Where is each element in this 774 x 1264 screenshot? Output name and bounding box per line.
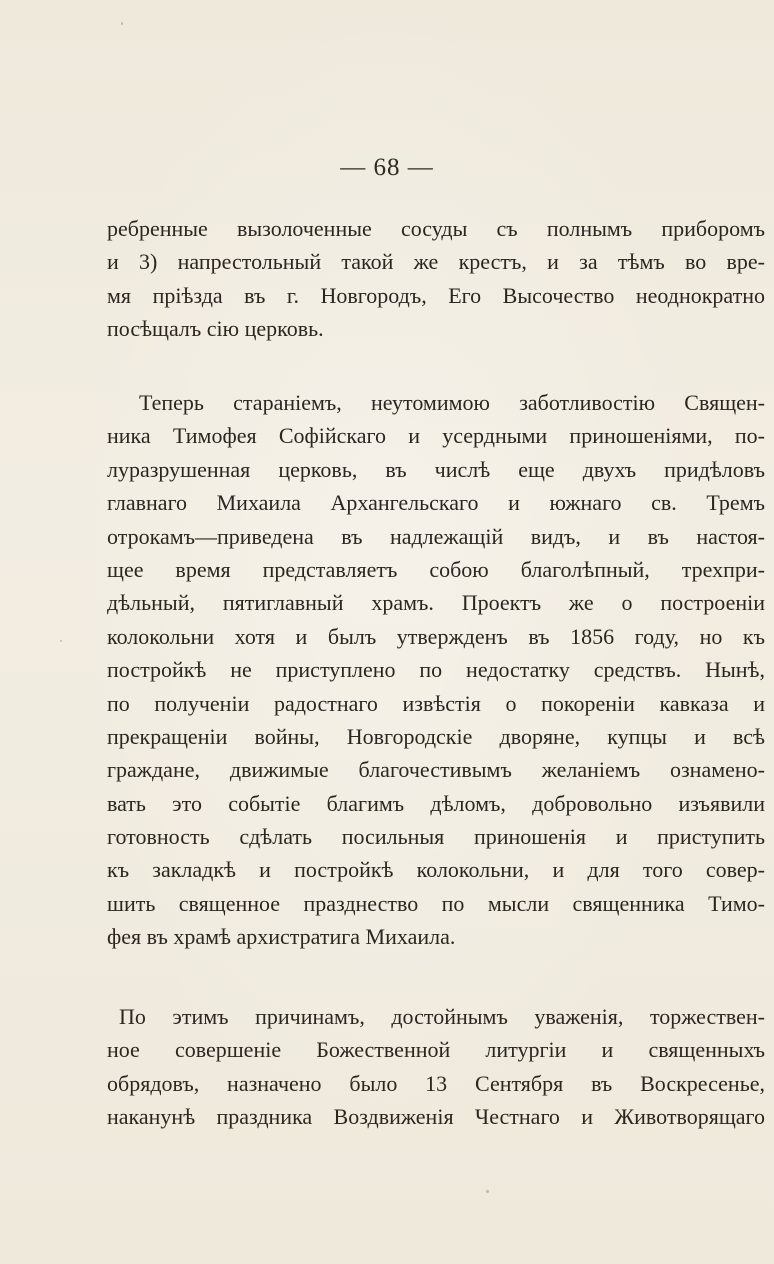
paper-speck <box>121 22 123 25</box>
text-line: луразрушенная церковь, въ числѣ еще двухъ придѣловъ <box>107 456 765 482</box>
text-line: Теперь стараніемъ, неутомимою заботливостію Священ- <box>139 390 765 415</box>
text-line: постройкѣ не приступлено по недостатку средствъ. Нынѣ, <box>107 657 765 683</box>
paragraph-3 <box>107 1000 765 1134</box>
page-number: — 68 — <box>340 154 434 181</box>
paragraph-1 <box>107 212 765 346</box>
paper-speck <box>486 1190 489 1193</box>
text-line: фея въ храмѣ архистратига Михаила. <box>107 924 456 950</box>
text-line: по полученіи радостнаго извѣстія о покореніи кавказа и <box>107 690 765 716</box>
text-line: главнаго Михаила Архангельскаго и южнаго св. Тремъ <box>107 490 765 516</box>
text-line: посѣщалъ сію церковь. <box>107 316 324 342</box>
text-line: ное совершеніе Божественной литургіи и священныхъ <box>107 1037 765 1063</box>
paper-speck <box>60 640 62 642</box>
text-line: граждане, движимые благочестивымъ желаніемъ ознамено- <box>107 757 765 783</box>
text-line: прекращеніи войны, Новгородскіе дворяне, купцы и всѣ <box>107 723 765 749</box>
text-line: мя пріѣзда въ г. Новгородъ, Его Высочество неоднократно <box>107 282 765 308</box>
text-line: отрокамъ—приведена въ надлежащій видъ, и въ настоя- <box>107 523 765 549</box>
text-line: щее время представляетъ собою благолѣпный, трехпри- <box>107 556 765 582</box>
text-line: къ закладкѣ и постройкѣ колокольни, и для того совер- <box>107 857 765 883</box>
text-line: готовность сдѣлать посильныя приношенія и приступить <box>107 824 765 850</box>
text-line: наканунѣ праздника Воздвиженія Честнаго и Животворящаго <box>107 1104 765 1130</box>
text-line: колокольни хотя и былъ утвержденъ въ 1856 году, но къ <box>107 623 765 649</box>
paragraph-2 <box>107 386 765 954</box>
text-line: шить священное празднество по мысли священника Тимо- <box>107 890 765 916</box>
text-line: По этимъ причинамъ, достойнымъ уваженія, торжествен- <box>119 1004 765 1029</box>
text-line: обрядовъ, назначено было 13 Сентября въ Воскресенье, <box>107 1070 765 1096</box>
text-line: и 3) напрестольный такой же крестъ, и за тѣмъ во вре- <box>107 249 765 275</box>
text-line: ребренные вызолоченные сосуды съ полнымъ приборомъ <box>107 216 765 241</box>
text-line: ника Тимофея Софійскаго и усердными приношеніями, по- <box>107 423 765 449</box>
text-line: дѣльный, пятиглавный храмъ. Проектъ же о построеніи <box>107 590 765 616</box>
text-line: вать это событіе благимъ дѣломъ, добровольно изъявили <box>107 790 765 816</box>
